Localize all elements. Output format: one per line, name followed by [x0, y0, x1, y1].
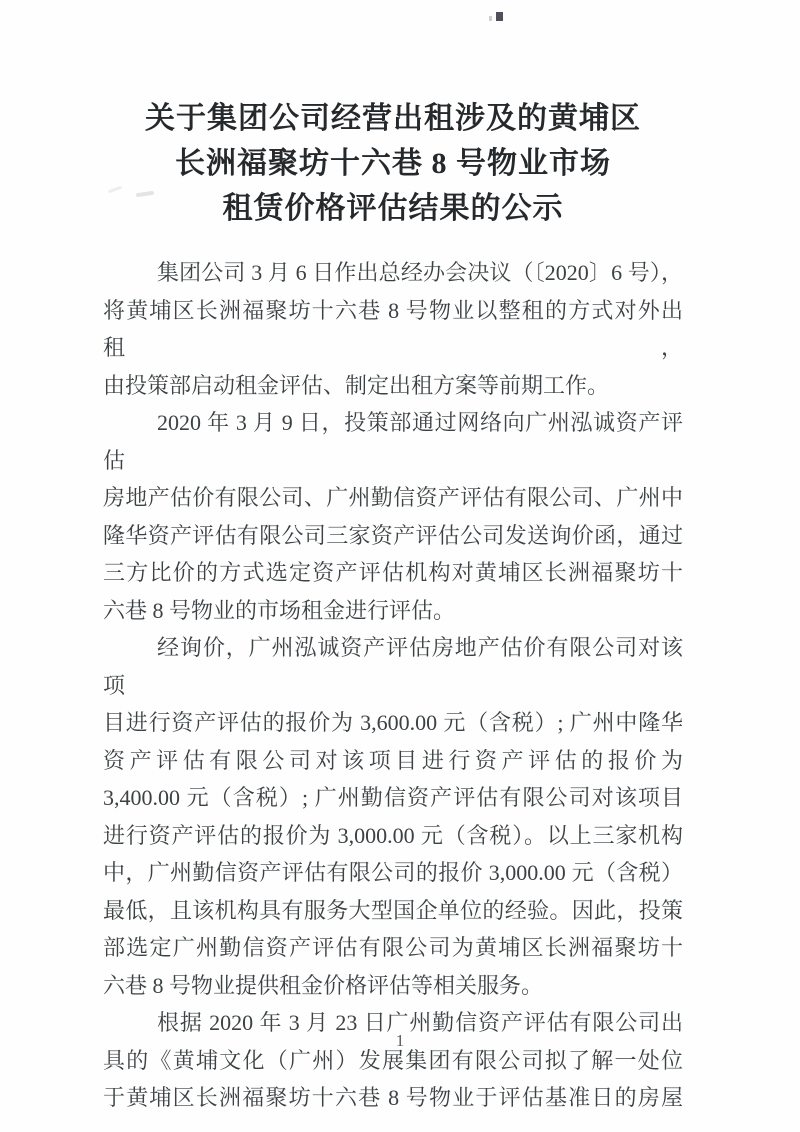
- paragraph-line: 根据 2020 年 3 月 23 日广州勤信资产评估有限公司出: [157, 1010, 683, 1035]
- document-content: [103, 0, 683, 1117]
- paragraph-line: 三方比价的方式选定资产评估机构对黄埔区长洲福聚坊十: [103, 560, 683, 585]
- paragraph-line: 中，广州勤信资产评估有限公司的报价 3,000.00 元（含税）: [103, 860, 683, 885]
- paragraph-line: 房地产估价有限公司、广州勤信资产评估有限公司、广州中: [103, 485, 683, 510]
- paragraph-line: 六巷 8 号物业提供租金价格评估等相关服务。: [103, 972, 544, 998]
- paragraph-1: [103, 254, 683, 404]
- paragraph-line: 六巷 8 号物业的市场租金进行评估。: [103, 597, 456, 623]
- paragraph-line: 2020 年 3 月 9 日，投策部通过网络向广州泓诚资产评估: [103, 410, 683, 473]
- paragraph-line: 部选定广州勤信资产评估有限公司为黄埔区长洲福聚坊十: [103, 935, 683, 960]
- paragraph-line: 隆华资产评估有限公司三家资产评估公司发送询价函，通过: [103, 522, 683, 548]
- title-line-3: 租赁价格评估结果的公示: [222, 192, 564, 225]
- paragraph-line: 最低，且该机构具有服务大型国企单位的经验。因此，投策: [103, 897, 683, 923]
- paragraph-line: 集团公司 3 月 6 日作出总经办会决议（〔2020〕6 号），: [157, 260, 683, 285]
- paragraph-line: 将黄埔区长洲福聚坊十六巷 8 号物业以整租的方式对外出租，: [103, 297, 683, 360]
- paragraph-line: 3,400.00 元（含税）; 广州勤信资产评估有限公司对该项目: [103, 785, 683, 810]
- document-title: [103, 96, 683, 231]
- paragraph-4: [103, 1004, 683, 1117]
- paragraph-3: [103, 629, 683, 1004]
- paragraph-line: 目进行资产评估的报价为 3,600.00 元（含税）; 广州中隆华: [103, 710, 683, 735]
- paragraph-2: [103, 404, 683, 629]
- document-body: [103, 254, 683, 1117]
- page-number: 1: [395, 1031, 405, 1050]
- paragraph-line: 进行资产评估的报价为 3,000.00 元（含税）。以上三家机构: [103, 822, 683, 848]
- paragraph-line: 资产评估有限公司对该项目进行资产评估的报价为: [103, 747, 683, 773]
- paragraph-line: 于黄埔区长洲福聚坊十六巷 8 号物业于评估基准日的房屋: [103, 1085, 683, 1110]
- title-line-2: 长洲福聚坊十六巷 8 号物业市场: [175, 147, 611, 180]
- paragraph-line: 经询价，广州泓诚资产评估房地产估价有限公司对该项: [103, 635, 683, 698]
- paragraph-line: 由投策部启动租金评估、制定出租方案等前期工作。: [103, 372, 610, 398]
- paragraph-line: 具的《黄埔文化（广州）发展集团有限公司拟了解一处位: [103, 1047, 683, 1073]
- title-line-1: 关于集团公司经营出租涉及的黄埔区: [145, 102, 641, 135]
